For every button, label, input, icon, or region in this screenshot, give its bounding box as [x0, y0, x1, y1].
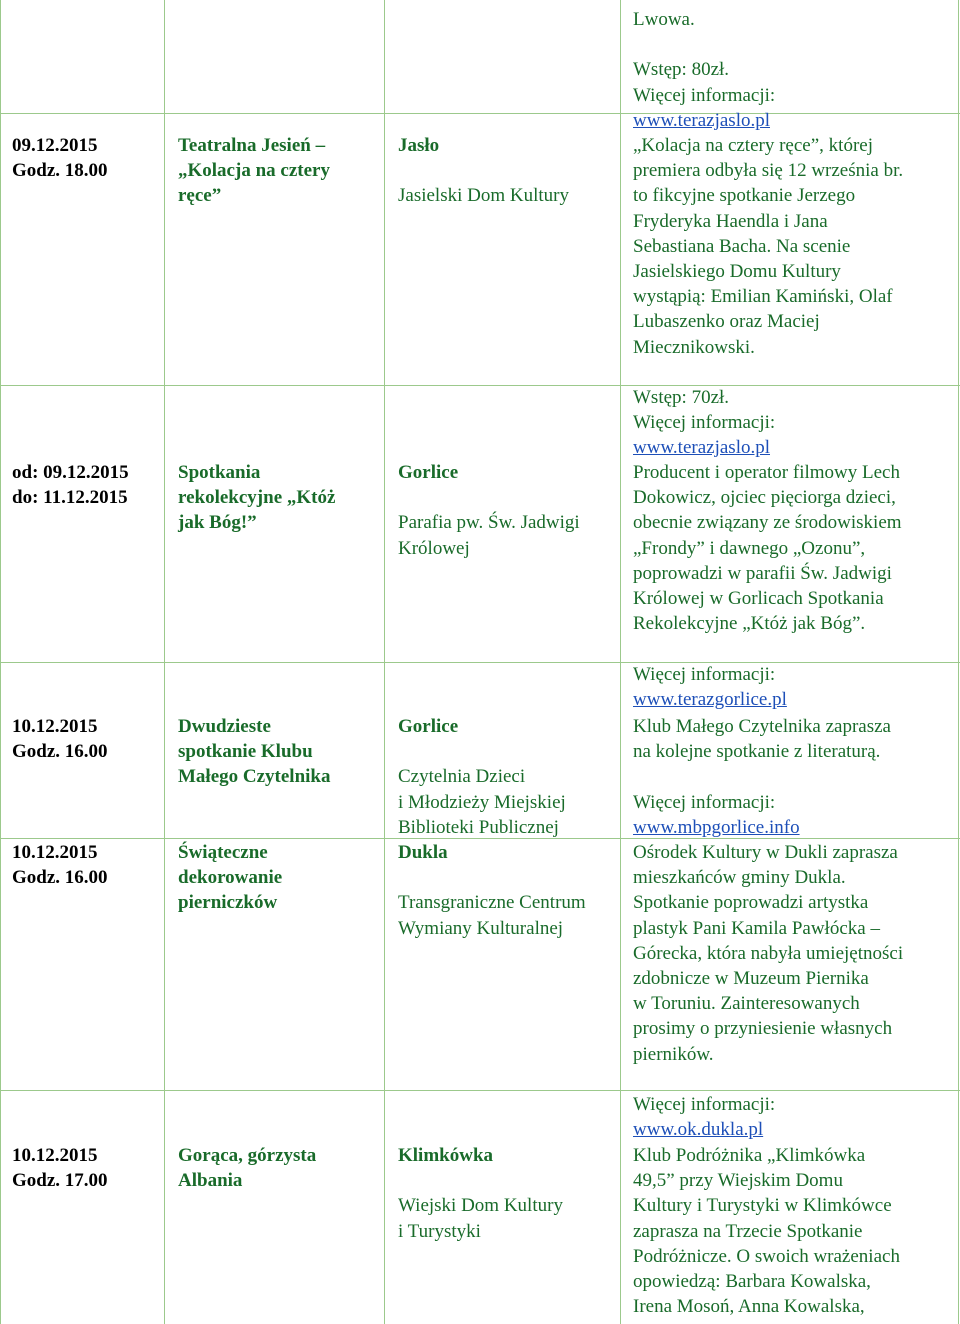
event-date-cell: [12, 133, 108, 183]
description-line: Miecznikowski.: [633, 336, 755, 358]
event-date: 10.12.2015: [12, 842, 98, 863]
event-venue: Parafia pw. Św. Jadwigi: [398, 512, 580, 534]
event-venue: Biblioteki Publicznej: [398, 816, 559, 838]
description-line: Kultury i Turystyki w Klimkówce: [633, 1195, 892, 1217]
description-line: „Kolacja na cztery ręce”, której: [633, 135, 873, 156]
event-location-cell: [398, 714, 566, 840]
event-title-line: Albania: [178, 1170, 243, 1192]
description-line: „Frondy” i dawnego „Ozonu”,: [633, 537, 866, 559]
description-line: prosimy o przyniesienie własnych: [633, 1018, 893, 1040]
event-title-line: Dwudzieste: [178, 716, 271, 737]
event-title-cell: [178, 714, 378, 790]
event-time: Godz. 16.00: [12, 741, 108, 763]
event-date-cell: [12, 714, 108, 764]
event-time: Godz. 17.00: [12, 1170, 108, 1192]
event-title-line: spotkanie Klubu: [178, 741, 313, 763]
event-place: Klimkówka: [398, 1145, 494, 1166]
event-time: do: 11.12.2015: [12, 487, 128, 509]
event-title-line: „Kolacja na cztery: [178, 160, 330, 182]
description-line: Sebastiana Bacha. Na scenie: [633, 235, 851, 257]
event-venue: Jasielski Dom Kultury: [398, 185, 569, 207]
event-description-cell: [633, 460, 902, 712]
description-line: obecnie związany ze środowiskiem: [633, 512, 902, 534]
description-line: Królowej w Gorlicach Spotkania: [633, 588, 884, 610]
event-description-cell: [633, 840, 903, 1142]
description-line: Irena Mosoń, Anna Kowalska,: [633, 1296, 865, 1318]
event-date: 10.12.2015: [12, 716, 98, 737]
event-description-cell: [633, 714, 891, 840]
description-line: Dokowicz, ojciec pięciorga dzieci,: [633, 487, 896, 509]
event-venue: Czytelnia Dzieci: [398, 766, 526, 788]
event-location-cell: [398, 460, 580, 561]
description-line: opowiedzą: Barbara Kowalska,: [633, 1271, 871, 1293]
event-location-cell: [398, 840, 586, 941]
event-time: Godz. 18.00: [12, 160, 108, 182]
description-line: wystąpią: Emilian Kamiński, Olaf: [633, 286, 893, 308]
event-title-line: rekolekcyjne „Któż: [178, 487, 336, 509]
event-date-cell: [12, 460, 129, 510]
description-line: Górecka, która nabyła umiejętności: [633, 942, 904, 964]
description-line: pierników.: [633, 1043, 714, 1065]
event-place: Gorlice: [398, 716, 459, 737]
description-line: Jasielskiego Domu Kultury: [633, 261, 841, 283]
description-line: na kolejne spotkanie z literaturą.: [633, 741, 881, 763]
event-place: Dukla: [398, 842, 448, 863]
event-title-line: Gorąca, górzysta: [178, 1145, 317, 1166]
previous-event-fragment: [633, 7, 775, 133]
description-end: Lwowa.: [633, 9, 695, 30]
description-line: Ośrodek Kultury w Dukli zaprasza: [633, 842, 898, 863]
event-title-cell: [178, 840, 378, 916]
event-title-line: ręce”: [178, 185, 222, 207]
event-venue: Królowej: [398, 537, 470, 559]
description-line: Lubaszenko oraz Maciej: [633, 311, 820, 333]
event-venue: Transgraniczne Centrum: [398, 892, 586, 914]
event-date-cell: [12, 840, 108, 890]
event-venue: Wiejski Dom Kultury: [398, 1195, 563, 1217]
description-line: Spotkanie poprowadzi artystka: [633, 892, 869, 914]
event-date: 10.12.2015: [12, 1145, 98, 1166]
description-line: w Toruniu. Zainteresowanych: [633, 993, 860, 1015]
ticket-price: Wstęp: 80zł.: [633, 59, 730, 81]
more-info-label: Więcej informacji:: [633, 791, 776, 813]
description-line: plastyk Pani Kamila Pawłócka –: [633, 917, 880, 939]
description-line: poprowadzi w parafii Św. Jadwigi: [633, 562, 892, 584]
event-title-line: Teatralna Jesień –: [178, 135, 326, 156]
event-title-cell: [178, 1143, 378, 1193]
event-date: od: 09.12.2015: [12, 462, 129, 483]
event-date-cell: [12, 1143, 108, 1193]
more-info-label: Więcej informacji:: [633, 412, 776, 434]
event-place: Gorlice: [398, 462, 459, 483]
event-place: Jasło: [398, 135, 440, 156]
description-line: to fikcyjne spotkanie Jerzego: [633, 185, 856, 207]
event-description-cell: [633, 1143, 900, 1319]
description-line: Producent i operator filmowy Lech: [633, 462, 900, 483]
description-line: zdobnicze w Muzeum Piernika: [633, 968, 869, 990]
info-link[interactable]: www.mbpgorlice.info: [633, 816, 800, 838]
description-line: Klub Małego Czytelnika zaprasza: [633, 716, 891, 737]
event-venue: i Turystyki: [398, 1220, 481, 1242]
event-title-line: Spotkania: [178, 462, 261, 483]
info-link[interactable]: www.ok.dukla.pl: [633, 1119, 764, 1141]
more-info-label: Więcej informacji:: [633, 84, 776, 106]
event-title-cell: [178, 133, 378, 209]
event-location-cell: [398, 1143, 563, 1244]
info-link[interactable]: www.terazjaslo.pl: [633, 437, 770, 459]
description-line: Podróżnicze. O swoich wrażeniach: [633, 1245, 900, 1267]
event-title-line: dekorowanie: [178, 867, 283, 889]
description-line: Klub Podróżnika „Klimkówka: [633, 1145, 866, 1166]
description-line: zaprasza na Trzecie Spotkanie: [633, 1220, 863, 1242]
event-time: Godz. 16.00: [12, 867, 108, 889]
info-link[interactable]: www.terazgorlice.pl: [633, 688, 787, 710]
event-date: 09.12.2015: [12, 135, 98, 156]
event-title-line: jak Bóg!”: [178, 512, 257, 534]
event-venue: i Młodzieży Miejskiej: [398, 791, 566, 813]
ticket-price: Wstęp: 70zł.: [633, 387, 730, 409]
event-title-line: pierniczków: [178, 892, 278, 914]
more-info-label: Więcej informacji:: [633, 1094, 776, 1116]
event-venue: Wymiany Kulturalnej: [398, 917, 564, 939]
event-description-cell: [633, 133, 903, 461]
description-line: 49,5” przy Wiejskim Domu: [633, 1170, 843, 1192]
event-title-cell: [178, 460, 378, 536]
description-line: mieszkańców gminy Dukla.: [633, 867, 846, 889]
event-location-cell: [398, 133, 569, 209]
description-line: premiera odbyła się 12 września br.: [633, 160, 904, 182]
event-title-line: Świąteczne: [178, 842, 268, 863]
grid-line: [0, 113, 960, 114]
event-title-line: Małego Czytelnika: [178, 766, 331, 788]
info-link[interactable]: www.terazjaslo.pl: [633, 109, 770, 131]
description-line: Fryderyka Haendla i Jana: [633, 210, 828, 232]
more-info-label: Więcej informacji:: [633, 663, 776, 685]
description-line: Rekolekcyjne „Któż jak Bóg”.: [633, 613, 866, 635]
